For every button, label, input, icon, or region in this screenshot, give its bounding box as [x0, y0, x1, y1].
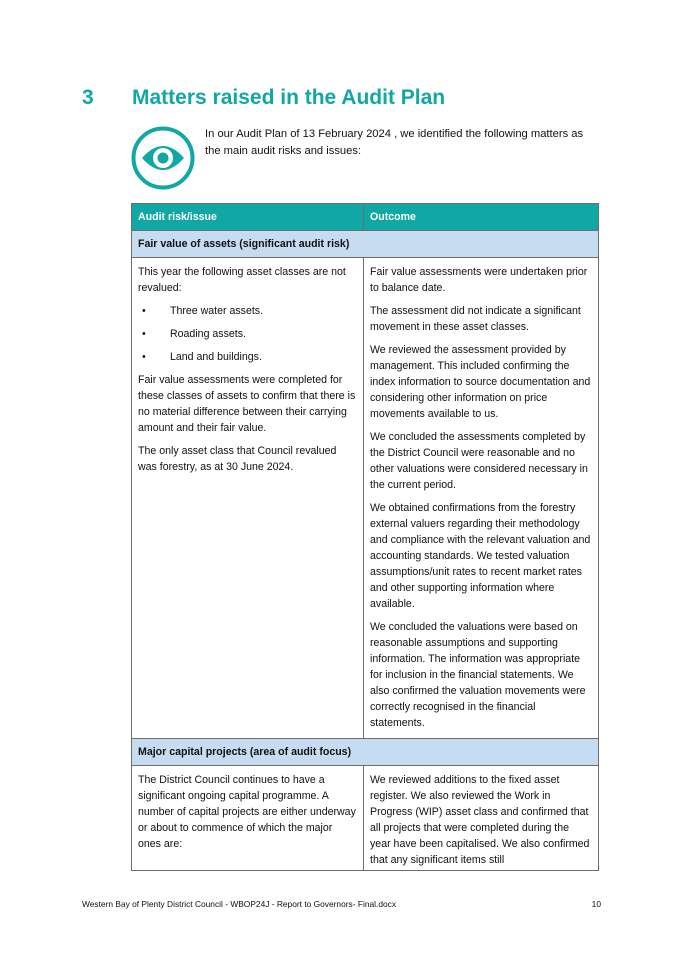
risk-paragraph: The only asset class that Council revalued was forestry, as at 30 June 2024. — [138, 445, 337, 473]
risk-intro: This year the following asset classes are not revalued: — [138, 266, 346, 294]
asset-class-list — [138, 303, 357, 365]
outcome-paragraph: The assessment did not indicate a significant movement in these asset classes. — [370, 305, 581, 333]
page-footer — [82, 899, 601, 909]
risk-paragraph: Fair value assessments were completed for these classes of assets to confirm that there is no material difference between their carrying amount and their fair value. — [138, 374, 356, 434]
risk-cell — [132, 766, 364, 871]
outcome-paragraph: We concluded the valuations were based on reasonable assumptions and supporting information. The information was appropriate for inclusion in the financial statements. We also confirmed the valuation movements were correctly recognised in the financial statements. — [370, 621, 586, 729]
intro-text: In our Audit Plan of 13 February 2024 , we identified the following matters as the main audit risks and issues: — [205, 128, 584, 157]
outcome-cell — [364, 766, 599, 871]
table-row — [132, 766, 599, 871]
risk-paragraph: The District Council continues to have a significant ongoing capital programme. A number of capital projects are either underway or about to commence of which the major ones are: — [138, 774, 356, 850]
outcome-paragraph: We reviewed the assessment provided by management. This included confirming the index information to source documentation and considering other information on price movements available to us. — [370, 344, 591, 420]
outcome-paragraph: We concluded the assessments completed by the District Council were reasonable and no other valuations were considered necessary in the current period. — [370, 431, 588, 491]
outcome-cell — [364, 258, 599, 739]
section-title-fair-value: Fair value of assets (significant audit risk) — [132, 231, 599, 258]
table-header-row — [132, 204, 599, 231]
outcome-paragraph: We obtained confirmations from the forestry external valuers regarding their methodology and compliance with the relevant valuation and accounting standards. We tested valuation assumptions/unit rates to recent market rates and other supporting information where available. — [370, 502, 591, 610]
list-item: • Three water assets. — [138, 303, 357, 319]
page-number: 10 — [591, 899, 601, 909]
risk-cell — [132, 258, 364, 739]
header-outcome: Outcome — [364, 204, 599, 231]
section-number: 3 — [82, 86, 94, 109]
audit-risk-table — [131, 203, 599, 871]
header-audit-risk: Audit risk/issue — [132, 204, 364, 231]
footer-document-name: Western Bay of Plenty District Council - WBOP24J - Report to Governors- Final.docx — [82, 899, 397, 909]
outcome-paragraph: We reviewed additions to the fixed asset register. We also reviewed the Work in Progress (WIP) asset class and confirmed that all projects that were completed during the year have been capitalised. We also confirmed that any significant items still — [370, 774, 590, 866]
section-row-capital-projects — [132, 739, 599, 766]
list-item: • Land and buildings. — [138, 349, 357, 365]
section-heading — [82, 86, 445, 110]
eye-icon — [131, 126, 195, 190]
section-row-fair-value — [132, 231, 599, 258]
section-title: Matters raised in the Audit Plan — [132, 86, 446, 109]
section-title-capital-projects: Major capital projects (area of audit focus) — [132, 739, 599, 766]
list-item: • Roading assets. — [138, 326, 357, 342]
table-row — [132, 258, 599, 739]
outcome-paragraph: Fair value assessments were undertaken prior to balance date. — [370, 266, 588, 294]
